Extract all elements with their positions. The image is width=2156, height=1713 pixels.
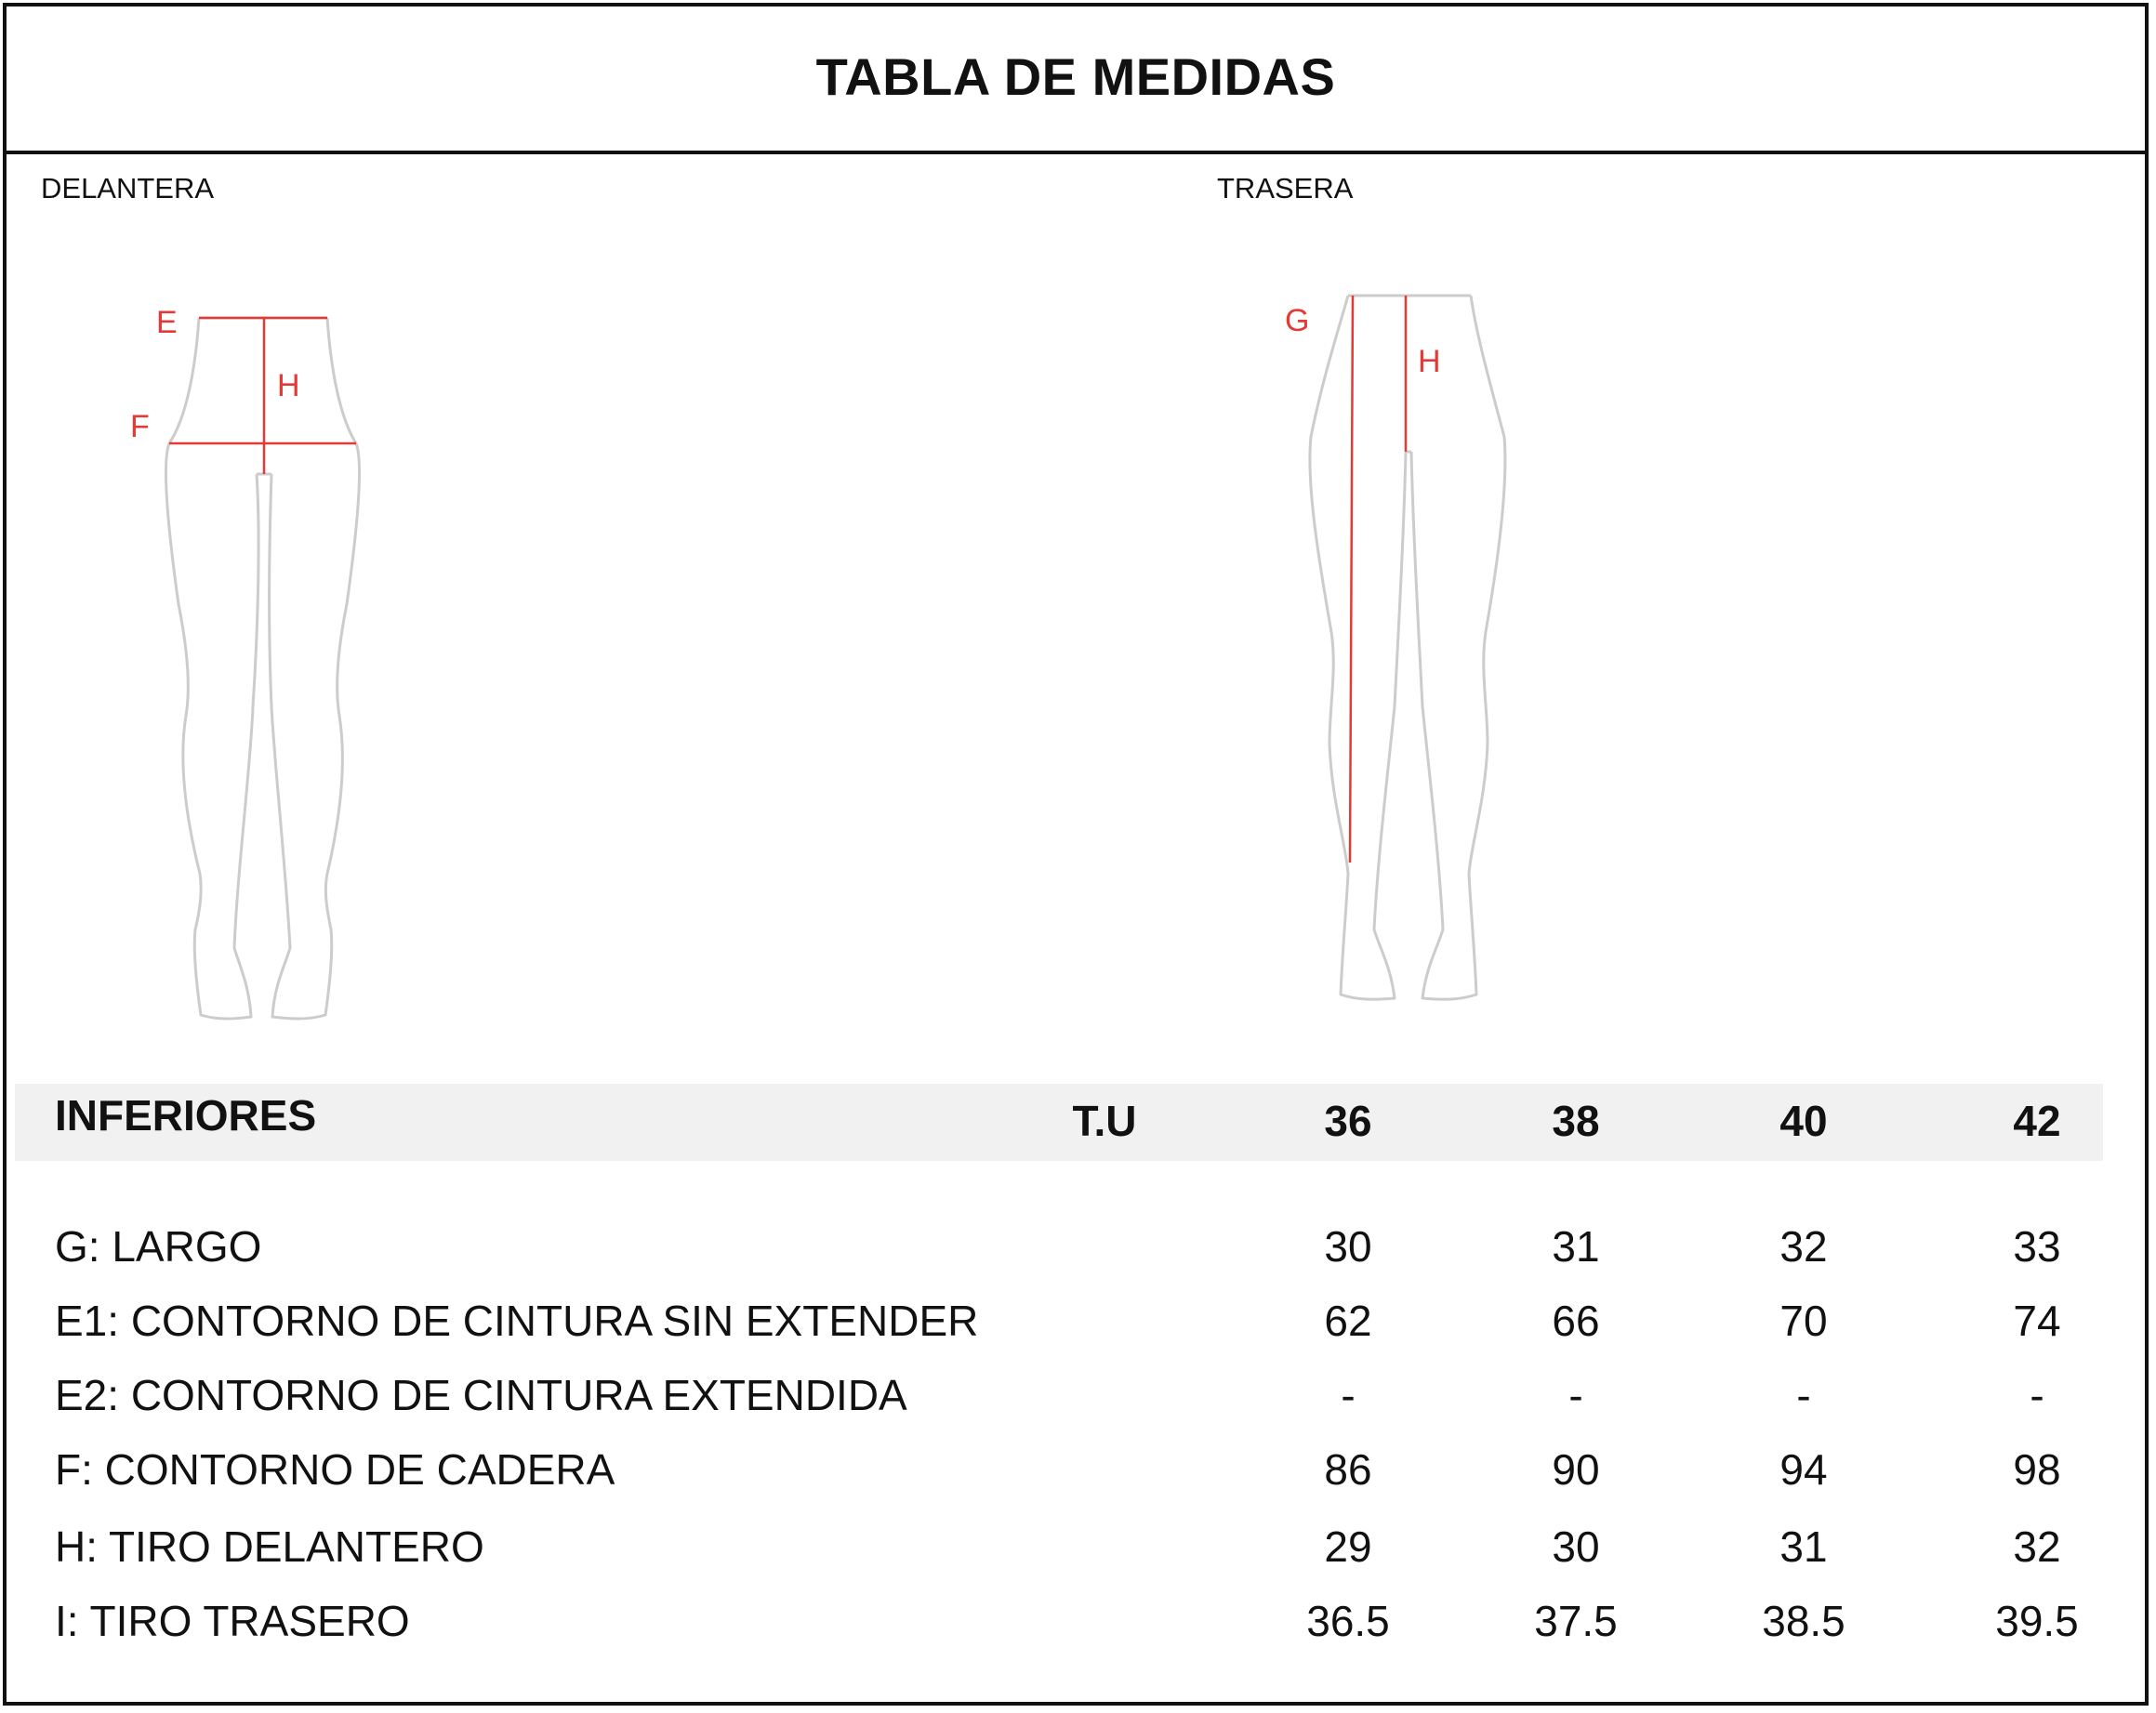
page-title: TABLA DE MEDIDAS: [815, 47, 1336, 106]
back-measure-lines: [1350, 296, 1406, 863]
cell-f-36: 86: [1324, 1445, 1372, 1494]
cell-e2-42: -: [2030, 1371, 2044, 1419]
cell-i-42: 39.5: [1995, 1597, 2079, 1645]
cell-h-36: 29: [1324, 1522, 1372, 1571]
cell-h-38: 30: [1552, 1522, 1600, 1571]
back-leggings-diagram: [1264, 279, 1543, 1013]
mark-g: G: [1285, 303, 1310, 338]
size-header-42: 42: [2013, 1097, 2061, 1145]
section-header: INFERIORES: [55, 1091, 317, 1140]
size-header-40: 40: [1779, 1097, 1828, 1145]
size-type-header: T.U: [1072, 1097, 1137, 1145]
row-label-tiro-trasero: I: TIRO TRASERO: [55, 1597, 410, 1645]
cell-f-38: 90: [1552, 1445, 1600, 1494]
cell-h-42: 32: [2013, 1522, 2061, 1571]
row-label-largo: G: LARGO: [55, 1222, 262, 1271]
mark-h-back: H: [1418, 344, 1441, 379]
cell-f-42: 98: [2013, 1445, 2061, 1494]
cell-e1-40: 70: [1779, 1297, 1828, 1345]
front-leggings-diagram: [121, 297, 400, 1032]
row-label-cintura-extendida: E2: CONTORNO DE CINTURA EXTENDIDA: [55, 1371, 907, 1419]
cell-e2-36: -: [1341, 1371, 1356, 1419]
cell-largo-36: 30: [1324, 1222, 1372, 1271]
front-leggings-outline: [165, 318, 359, 1019]
cell-f-40: 94: [1779, 1445, 1828, 1494]
size-header-36: 36: [1324, 1097, 1372, 1145]
cell-e1-38: 66: [1552, 1297, 1600, 1345]
row-label-cadera: F: CONTORNO DE CADERA: [55, 1445, 615, 1494]
cell-i-38: 37.5: [1534, 1597, 1618, 1645]
cell-largo-40: 32: [1779, 1222, 1828, 1271]
row-label-tiro-delantero: H: TIRO DELANTERO: [55, 1522, 484, 1571]
back-view-label: TRASERA: [1217, 172, 1354, 204]
mark-h-front: H: [277, 368, 300, 403]
cell-e2-40: -: [1796, 1371, 1811, 1419]
cell-largo-38: 31: [1552, 1222, 1600, 1271]
cell-i-36: 36.5: [1306, 1597, 1390, 1645]
back-leggings-outline: [1310, 296, 1505, 999]
cell-largo-42: 33: [2013, 1222, 2061, 1271]
mark-f: F: [130, 409, 150, 444]
mark-e: E: [156, 305, 178, 340]
title-bar: [3, 3, 2149, 154]
size-header-38: 38: [1552, 1097, 1600, 1145]
length-line-g: [1350, 296, 1353, 863]
front-view-label: DELANTERA: [41, 172, 215, 204]
row-label-cintura-sin-extender: E1: CONTORNO DE CINTURA SIN EXTENDER: [55, 1297, 979, 1345]
cell-e1-36: 62: [1324, 1297, 1372, 1345]
cell-e1-42: 74: [2013, 1297, 2061, 1345]
cell-h-40: 31: [1779, 1522, 1828, 1571]
cell-e2-38: -: [1568, 1371, 1583, 1419]
cell-i-40: 38.5: [1762, 1597, 1845, 1645]
